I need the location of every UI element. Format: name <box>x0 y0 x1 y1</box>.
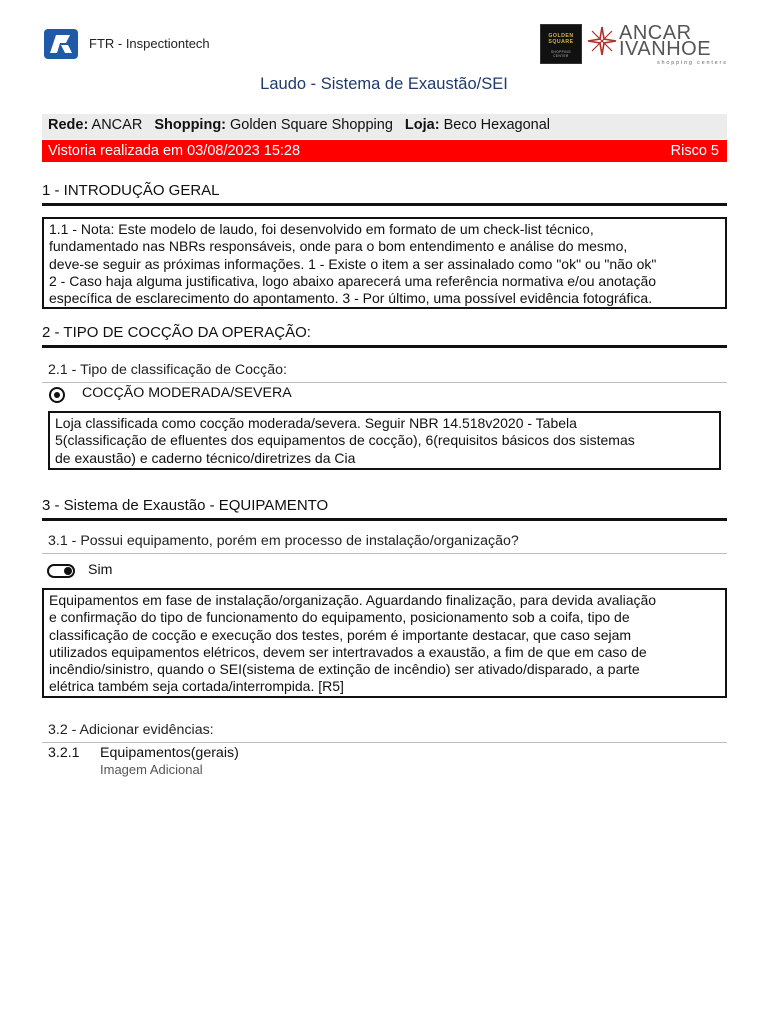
page-title: Laudo - Sistema de Exaustão/SEI <box>260 75 508 93</box>
ancar-star-icon <box>586 25 618 57</box>
app-name: FTR - Inspectiontech <box>89 36 210 51</box>
section-1-title: 1 - INTRODUÇÃO GERAL <box>42 182 727 206</box>
intro-note: 1.1 - Nota: Este modelo de laudo, foi desenvolvido em formato de um check-list técnico, fundamentado nas NBRs responsáveis, onde para o bom entendimento e análise do mesmo, deve-se seguir as próximas informações. 1 - Existe o item a ser assinalado como "ok" ou "não ok" 2 - Caso haja alguma justificativa, logo abaixo aparecerá uma referência normativa e/ou anotação específica de esclarecimento do apontamento. 3 - Por último, uma possível evidência fotográfica. <box>42 217 727 309</box>
section-2-title: 2 - TIPO DE COCÇÃO DA OPERAÇÃO: <box>42 324 727 348</box>
justification-2-1: Loja classificada como cocção moderada/severa. Seguir NBR 14.518v2020 - Tabela 5(classificação de efluentes dos equipamentos de cocção), 6(requisitos básicos dos sistemas de exaustão) e caderno técnico/diretrizes da Cia <box>48 411 721 470</box>
evidence-number: 3.2.1 <box>48 745 80 761</box>
loja-value: Beco Hexagonal <box>443 117 551 133</box>
question-2-1: 2.1 - Tipo de classificação de Cocção: <box>48 362 287 378</box>
rede-value: ANCAR <box>91 117 143 133</box>
inspectiontech-logo-icon <box>44 29 78 59</box>
evidence-name: Equipamentos(gerais) <box>100 745 239 761</box>
evidence-subtitle: Imagem Adicional <box>100 762 203 777</box>
page-header <box>44 22 728 68</box>
toggle-on[interactable] <box>47 564 75 578</box>
radio-selected[interactable] <box>49 387 65 403</box>
divider <box>42 382 727 383</box>
visit-bar <box>42 140 727 162</box>
golden-square-logo: GOLDEN SQUARE SHOPPING CENTER <box>540 24 582 64</box>
shopping-label: Shopping: <box>154 117 226 133</box>
justification-3-1: Equipamentos em fase de instalação/organização. Aguardando finalização, para devida avaliação e confirmação do tipo de funcionamento do equipamento, posicionamento sob a coifa, tipo de classificação de cocção e execução dos testes, porém é importante destacar, que caso sejam utilizados equipamentos elétricos, devem ser intertravados a exaustão, a fim de que em caso de incêndio/sinistro, quando o SEI(sistema de extinção de incêndio) ser ativado/disparado, a parte elétrica também seja cortada/interrompida. [R5] <box>42 588 727 698</box>
section-3-title: 3 - Sistema de Exaustão - EQUIPAMENTO <box>42 497 727 521</box>
divider <box>42 553 727 554</box>
question-3-2: 3.2 - Adicionar evidências: <box>48 722 214 738</box>
answer-3-1: Sim <box>88 562 113 578</box>
ancar-ivanhoe-logo: ANCAR IVANHOE shopping centers <box>586 23 730 65</box>
answer-2-1: COCÇÃO MODERADA/SEVERA <box>82 385 292 401</box>
visit-date: Vistoria realizada em 03/08/2023 15:28 <box>48 143 301 159</box>
store-info-bar <box>42 114 727 139</box>
divider <box>42 742 727 743</box>
rede-label: Rede: <box>48 117 89 133</box>
question-3-1: 3.1 - Possui equipamento, porém em processo de instalação/organização? <box>48 533 519 549</box>
loja-label: Loja: <box>404 117 440 133</box>
risk-badge: Risco 5 <box>670 143 719 159</box>
shopping-value: Golden Square Shopping <box>230 117 393 133</box>
